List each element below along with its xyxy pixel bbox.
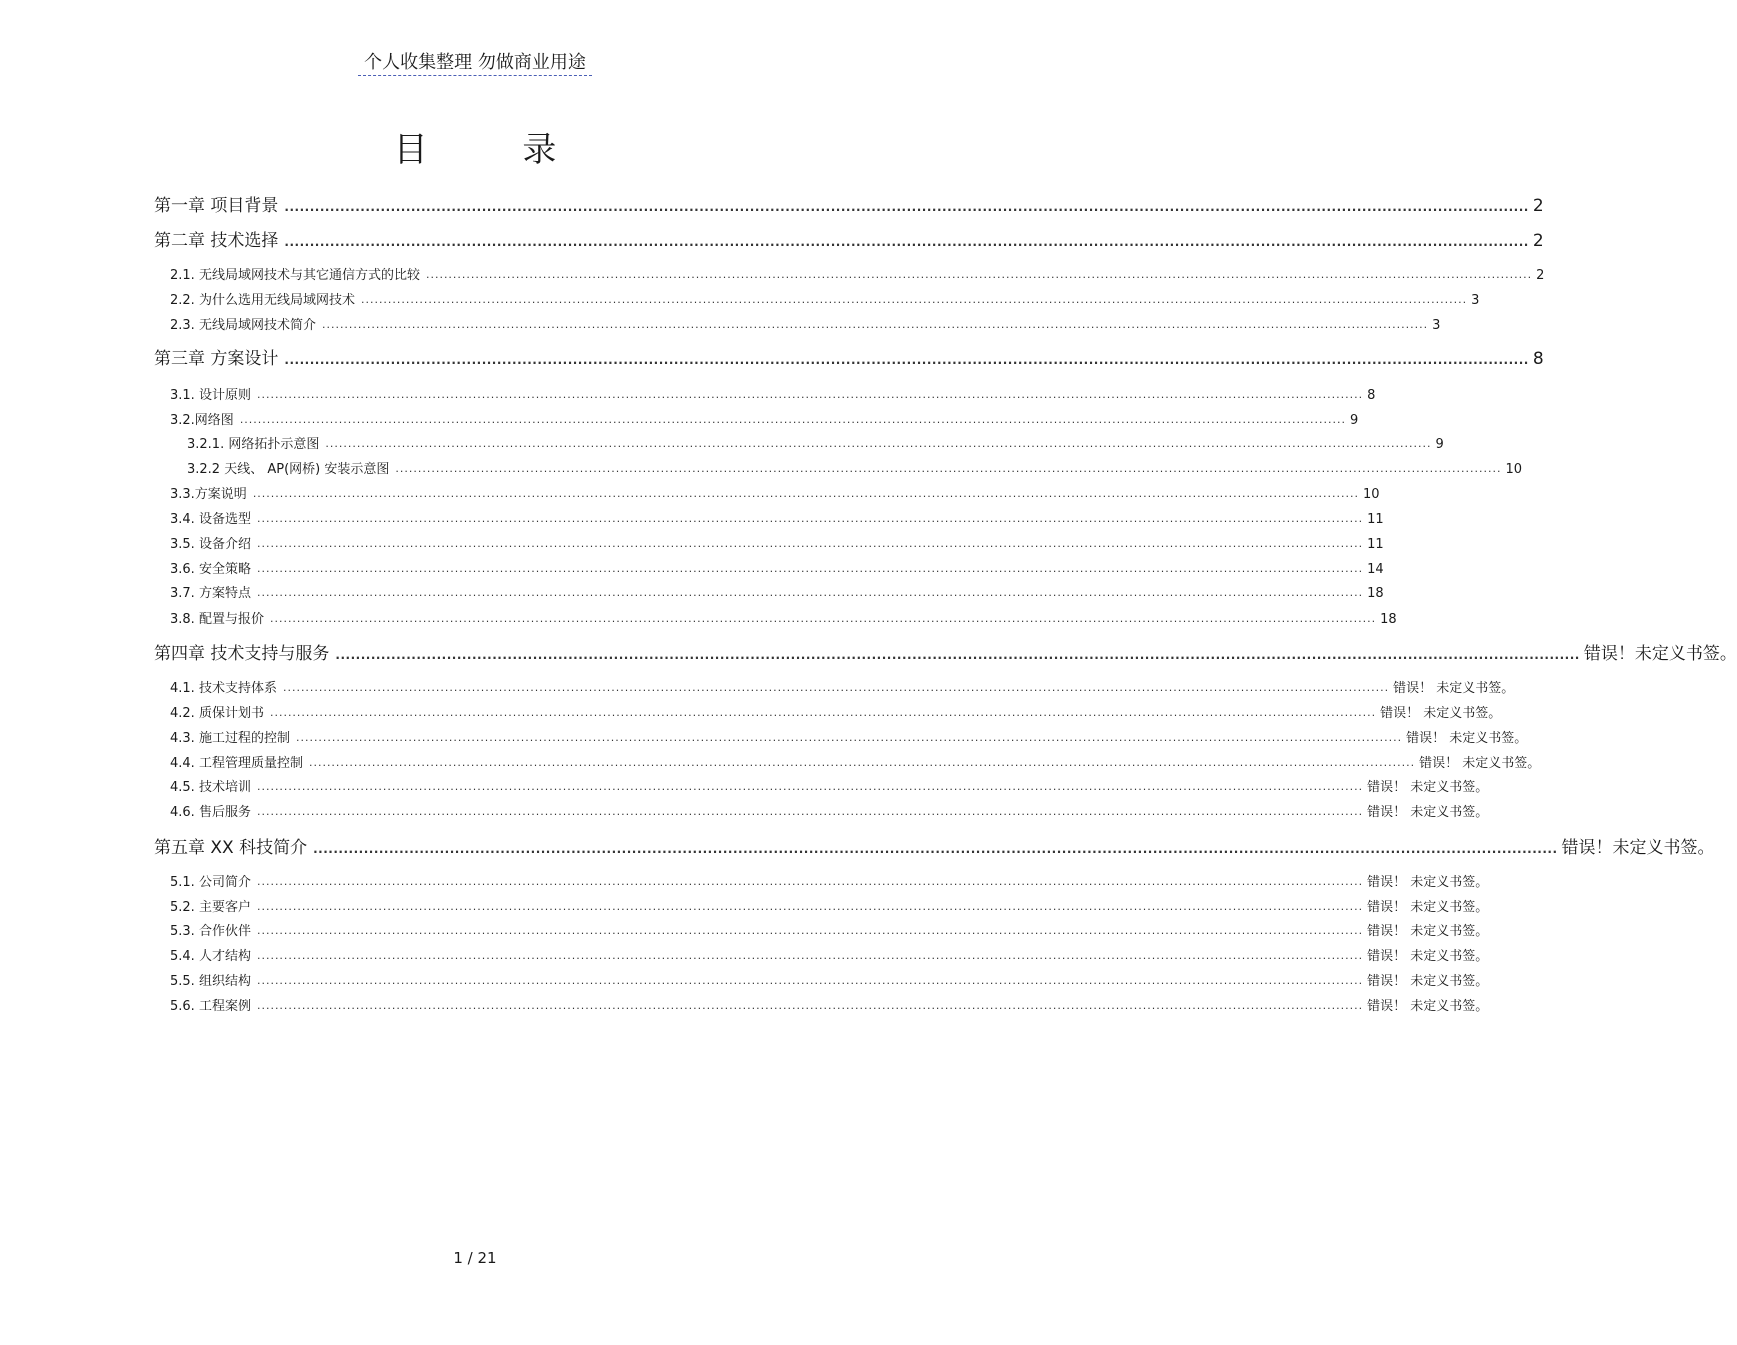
toc-section-entry[interactable] (170, 802, 1489, 820)
toc-entry-label: 5.2. 主要客户 (170, 900, 251, 915)
toc-section-entry[interactable] (170, 996, 1489, 1014)
toc-section-entry[interactable] (170, 753, 1541, 771)
toc-section-entry[interactable] (170, 410, 1359, 428)
toc-section-entry[interactable] (170, 921, 1489, 939)
toc-page-number: 11 (1367, 512, 1384, 527)
toc-section-entry[interactable] (170, 777, 1489, 795)
toc-dot-leader: ...................................................................................................................................................................................................................................................... (256, 999, 1364, 1012)
toc-entry-label: 3.2.1. 网络拓扑示意图 (187, 437, 320, 452)
toc-section-entry[interactable] (170, 583, 1384, 601)
toc-section-entry[interactable] (170, 897, 1489, 915)
toc-section-entry[interactable] (170, 290, 1480, 308)
toc-chapter-entry[interactable] (154, 640, 1737, 664)
toc-dot-leader: ...................................................................................................................................................................................................................................................... (256, 875, 1364, 888)
toc-page-number: 3 (1471, 293, 1480, 308)
toc-entry-label: 第五章 XX 科技简介 (154, 838, 308, 858)
toc-section-entry[interactable] (170, 678, 1515, 696)
toc-dot-leader: ...................................................................................................................................................................................................................................................... (321, 318, 1429, 331)
toc-entry-label: 5.1. 公司简介 (170, 875, 251, 890)
toc-entry-label: 3.2.2 天线、 AP(网桥) 安装示意图 (187, 462, 390, 477)
toc-page-number: 错误！ 未定义书签。 (1393, 681, 1515, 696)
toc-section-entry[interactable] (170, 872, 1489, 890)
toc-entry-label: 3.8. 配置与报价 (170, 612, 264, 627)
toc-entry-label: 3.6. 安全策略 (170, 562, 251, 577)
toc-page-number: 9 (1349, 413, 1359, 428)
toc-entry-label: 第一章 项目背景 (154, 196, 279, 216)
toc-dot-leader: ...................................................................................................................................................................................................................................................... (284, 200, 1529, 214)
toc-page-number: 2 (1532, 231, 1544, 251)
toc-page-number: 10 (1362, 487, 1380, 502)
toc-entry-label: 5.5. 组织结构 (170, 974, 251, 989)
toc-chapter-entry[interactable] (154, 834, 1715, 858)
toc-entry-label: 5.3. 合作伙伴 (170, 924, 251, 939)
toc-entry-label: 3.4. 设备选型 (170, 512, 251, 527)
toc-entry-label: 4.5. 技术培训 (170, 780, 251, 795)
toc-entry-label: 2.2. 为什么选用无线局域网技术 (170, 293, 355, 308)
toc-page-number: 错误！ 未定义书签。 (1367, 805, 1489, 820)
toc-section-entry[interactable] (187, 459, 1523, 477)
toc-section-entry[interactable] (170, 534, 1384, 552)
toc-entry-label: 2.3. 无线局域网技术简介 (170, 318, 316, 333)
toc-page-number: 2 (1536, 268, 1545, 283)
toc-page-number: 2 (1532, 196, 1544, 216)
toc-dot-leader: ...................................................................................................................................................................................................................................................... (335, 648, 1580, 662)
toc-dot-leader: ...................................................................................................................................................................................................................................................... (256, 512, 1364, 525)
toc-section-entry[interactable] (170, 971, 1489, 989)
toc-dot-leader: ...................................................................................................................................................................................................................................................... (308, 756, 1416, 769)
toc-entry-label: 第三章 方案设计 (154, 349, 279, 369)
toc-entry-label: 4.6. 售后服务 (170, 805, 251, 820)
toc-dot-leader: ...................................................................................................................................................................................................................................................... (325, 437, 1432, 450)
page-header (0, 48, 950, 74)
toc-page-number: 错误！ 未定义书签。 (1367, 924, 1489, 939)
toc-section-entry[interactable] (170, 265, 1545, 283)
toc-entry-label: 3.1. 设计原则 (170, 388, 251, 403)
toc-page-number: 错误！ 未定义书签。 (1367, 780, 1489, 795)
toc-dot-leader: ...................................................................................................................................................................................................................................................... (256, 562, 1364, 575)
toc-dot-leader: ...................................................................................................................................................................................................................................................... (256, 974, 1364, 987)
toc-section-entry[interactable] (170, 315, 1441, 333)
toc-page-number: 8 (1367, 388, 1376, 403)
toc-section-entry[interactable] (187, 434, 1444, 452)
toc-page-number: 9 (1435, 437, 1444, 452)
toc-section-entry[interactable] (170, 728, 1528, 746)
toc-page-number: 3 (1432, 318, 1441, 333)
toc-dot-leader: ...................................................................................................................................................................................................................................................... (256, 924, 1364, 937)
toc-entry-label: 第四章 技术支持与服务 (154, 644, 330, 664)
toc-entry-label: 5.4. 人才结构 (170, 949, 251, 964)
toc-dot-leader: ...................................................................................................................................................................................................................................................... (256, 388, 1364, 401)
page-number: 1 / 21 (453, 1249, 497, 1267)
toc-dot-leader: ...................................................................................................................................................................................................................................................... (284, 235, 1529, 249)
toc-page-number: 错误！ 未定义书签。 (1367, 999, 1489, 1014)
toc-entry-label: 第二章 技术选择 (154, 231, 279, 251)
toc-entry-label: 4.1. 技术支持体系 (170, 681, 277, 696)
toc-entry-label: 3.7. 方案特点 (170, 586, 251, 601)
toc-page-number: 错误！未定义书签。 (1583, 644, 1737, 664)
toc-entry-label: 4.3. 施工过程的控制 (170, 731, 290, 746)
toc-dot-leader: ...................................................................................................................................................................................................................................................... (360, 293, 1468, 306)
toc-entry-label: 4.4. 工程管理质量控制 (170, 756, 303, 771)
toc-page-number: 错误！ 未定义书签。 (1380, 706, 1502, 721)
toc-entry-label: 2.1. 无线局域网技术与其它通信方式的比较 (170, 268, 420, 283)
toc-page-number: 错误！ 未定义书签。 (1419, 756, 1541, 771)
toc-dot-leader: ...................................................................................................................................................................................................................................................... (269, 612, 1377, 625)
toc-page-number: 11 (1367, 537, 1384, 552)
toc-dot-leader: ...................................................................................................................................................................................................................................................... (313, 842, 1558, 856)
header-text: 个人收集整理 勿做商业用途 (358, 52, 592, 76)
toc-page-number: 18 (1380, 612, 1397, 627)
toc-dot-leader: ...................................................................................................................................................................................................................................................... (282, 681, 1390, 694)
toc-entry-label: 3.5. 设备介绍 (170, 537, 251, 552)
toc-dot-leader: ...................................................................................................................................................................................................................................................... (295, 731, 1403, 744)
toc-dot-leader: ...................................................................................................................................................................................................................................................... (269, 706, 1377, 719)
toc-dot-leader: ...................................................................................................................................................................................................................................................... (425, 268, 1533, 281)
toc-entry-label: 5.6. 工程案例 (170, 999, 251, 1014)
toc-dot-leader: ...................................................................................................................................................................................................................................................... (256, 586, 1364, 599)
toc-dot-leader: ...................................................................................................................................................................................................................................................... (256, 780, 1364, 793)
toc-section-entry[interactable] (170, 609, 1397, 627)
toc-dot-leader: ...................................................................................................................................................................................................................................................... (284, 353, 1529, 367)
toc-page-number: 8 (1532, 349, 1544, 369)
toc-dot-leader: ...................................................................................................................................................................................................................................................... (395, 462, 1502, 475)
toc-entry-label: 4.2. 质保计划书 (170, 706, 264, 721)
toc-dot-leader: ...................................................................................................................................................................................................................................................... (256, 537, 1364, 550)
toc-section-entry[interactable] (170, 385, 1376, 403)
toc-dot-leader: ...................................................................................................................................................................................................................................................... (239, 413, 1346, 426)
toc-section-entry[interactable] (170, 703, 1502, 721)
toc-page-number: 18 (1367, 586, 1384, 601)
toc-dot-leader: ...................................................................................................................................................................................................................................................... (256, 805, 1364, 818)
toc-dot-leader: ...................................................................................................................................................................................................................................................... (252, 487, 1359, 500)
toc-page-number: 错误！ 未定义书签。 (1367, 875, 1489, 890)
toc-page-number: 错误！ 未定义书签。 (1367, 949, 1489, 964)
toc-title: 目 录 (393, 130, 599, 170)
toc-section-entry[interactable] (170, 509, 1384, 527)
toc-dot-leader: ...................................................................................................................................................................................................................................................... (256, 900, 1364, 913)
toc-dot-leader: ...................................................................................................................................................................................................................................................... (256, 949, 1364, 962)
toc-section-entry[interactable] (170, 484, 1380, 502)
toc-entry-label: 3.2.网络图 (170, 413, 234, 428)
toc-page-number: 14 (1367, 562, 1384, 577)
toc-page-number: 错误！ 未定义书签。 (1367, 900, 1489, 915)
toc-section-entry[interactable] (170, 946, 1489, 964)
toc-entry-label: 3.3.方案说明 (170, 487, 247, 502)
toc-chapter-entry[interactable] (154, 345, 1544, 369)
toc-page-number: 错误！ 未定义书签。 (1367, 974, 1489, 989)
toc-chapter-entry[interactable] (154, 227, 1544, 251)
toc-section-entry[interactable] (170, 559, 1384, 577)
toc-page-number: 10 (1505, 462, 1523, 477)
toc-chapter-entry[interactable] (154, 192, 1544, 216)
toc-page-number: 错误！ 未定义书签。 (1406, 731, 1528, 746)
toc-page-number: 错误！未定义书签。 (1561, 838, 1715, 858)
